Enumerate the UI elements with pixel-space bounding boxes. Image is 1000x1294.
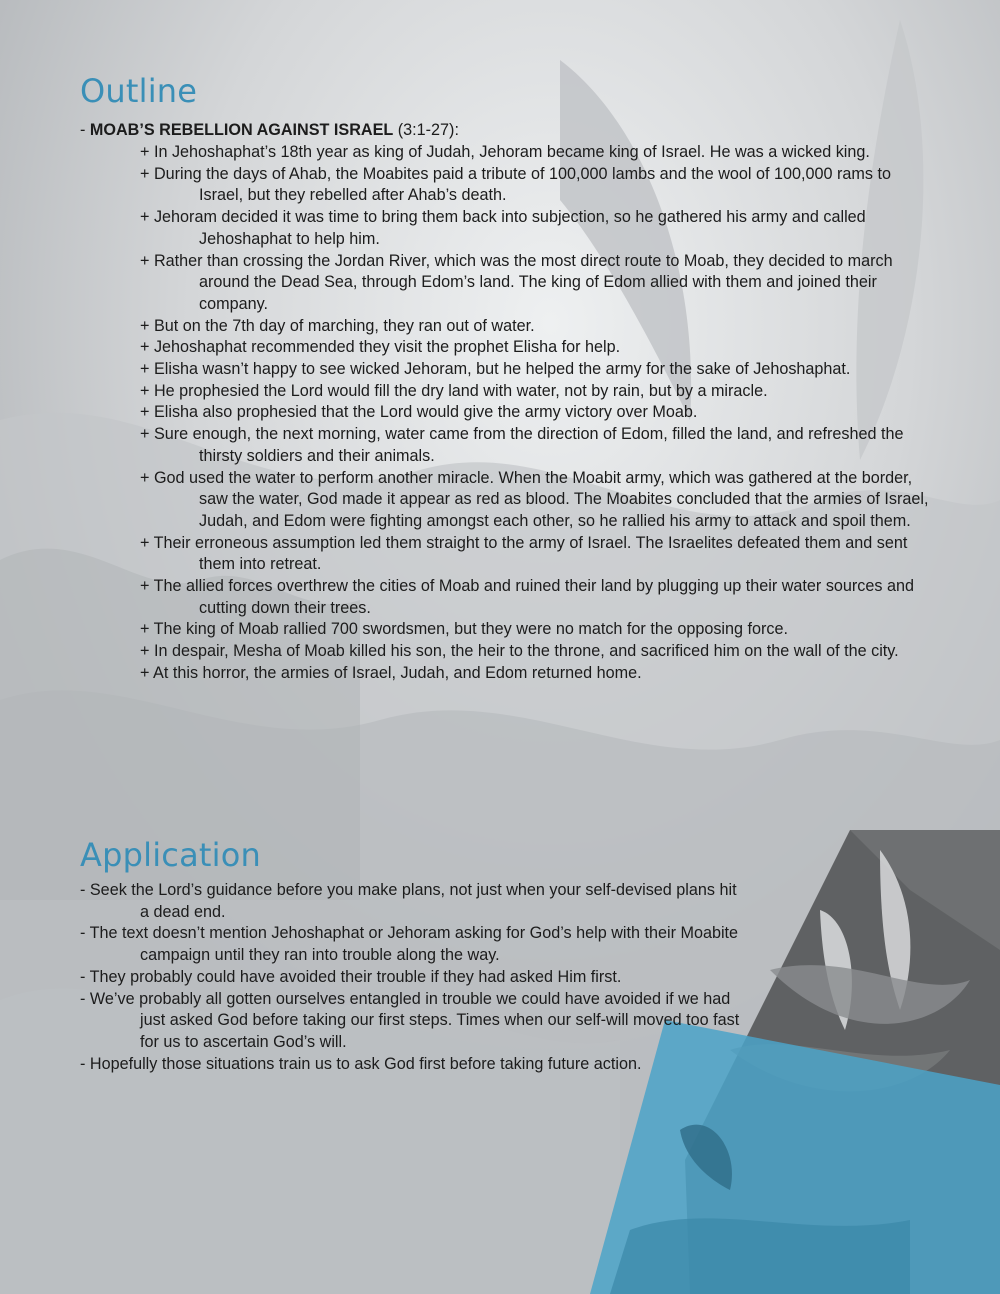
outline-item: + Their erroneous assumption led them straight to the army of Israel. The Israelites defeated them and sent them into retreat. bbox=[140, 533, 908, 574]
outline-item: + The allied forces overthrew the cities of Moab and ruined their land by plugging up their water sources and cutting down their trees. bbox=[140, 577, 915, 617]
outline-item: + In despair, Mesha of Moab killed his son, the heir to the throne, and sacrificed him on the wall of the city. bbox=[140, 642, 899, 661]
application-title: Application bbox=[80, 836, 261, 874]
outline-item: + But on the 7th day of marching, they ran out of water. bbox=[140, 316, 535, 335]
outline-item: + He prophesied the Lord would fill the dry land with water, not by rain, but by a miracle. bbox=[140, 381, 768, 400]
outline-heading bbox=[80, 120, 459, 142]
application-item: - They probably could have avoided their trouble if they had asked Him first. bbox=[80, 967, 622, 986]
outline-item: + Elisha wasn’t happy to see wicked Jehoram, but he helped the army for the sake of Jehoshaphat. bbox=[140, 360, 851, 379]
outline-item: + Elisha also prophesied that the Lord would give the army victory over Moab. bbox=[140, 403, 698, 422]
outline-item: + God used the water to perform another miracle. When the Moabit army, which was gathered at the border, saw the water, God made it appear as red as blood. The Moabites concluded that the armies of Israel, Judah, and Edom were fighting amongst each other, so he rallied his army to attack and spoil them. bbox=[140, 468, 929, 530]
outline-item: + Jehoshaphat recommended they visit the prophet Elisha for help. bbox=[140, 338, 621, 357]
outline-title: Outline bbox=[80, 72, 198, 110]
outline-item: + Jehoram decided it was time to bring them back into subjection, so he gathered his army and called Jehoshaphat to help him. bbox=[140, 208, 866, 248]
application-item: - The text doesn’t mention Jehoshaphat or Jehoram asking for God’s help with their Moabite campaign until they ran into trouble along the way. bbox=[80, 924, 739, 965]
outline-heading-ref: (3:1-27): bbox=[393, 121, 459, 139]
outline-heading-text: MOAB’S REBELLION AGAINST ISRAEL bbox=[89, 121, 394, 139]
application-item: - We’ve probably all gotten ourselves entangled in trouble we could have avoided if we had just asked God before taking our first steps. Times when our self-will moved too fast for us to ascertain God’s will. bbox=[80, 989, 740, 1051]
outline-item: + During the days of Ahab, the Moabites paid a tribute of 100,000 lambs and the wool of 100,000 rams to Israel, but they rebelled after Ahab’s death. bbox=[140, 164, 891, 205]
outline-item: + The king of Moab rallied 700 swordsmen, but they were no match for the opposing force. bbox=[140, 620, 789, 639]
outline-heading-prefix: - bbox=[80, 121, 90, 139]
outline-item: + Rather than crossing the Jordan River, which was the most direct route to Moab, they decided to march around the Dead Sea, through Edom’s land. The king of Edom allied with them and joined their company. bbox=[140, 251, 893, 313]
outline-list bbox=[140, 142, 930, 685]
application-list bbox=[80, 880, 740, 1075]
application-item: - Hopefully those situations train us to ask God first before taking future action. bbox=[80, 1054, 642, 1073]
application-item: - Seek the Lord’s guidance before you make plans, not just when your self-devised plans hit a dead end. bbox=[80, 881, 737, 921]
outline-item: + Sure enough, the next morning, water came from the direction of Edom, filled the land, and refreshed the thirsty soldiers and their animals. bbox=[140, 425, 904, 465]
outline-item: + At this horror, the armies of Israel, Judah, and Edom returned home. bbox=[140, 663, 642, 682]
outline-item: + In Jehoshaphat’s 18th year as king of Judah, Jehoram became king of Israel. He was a wicked king. bbox=[140, 143, 870, 161]
